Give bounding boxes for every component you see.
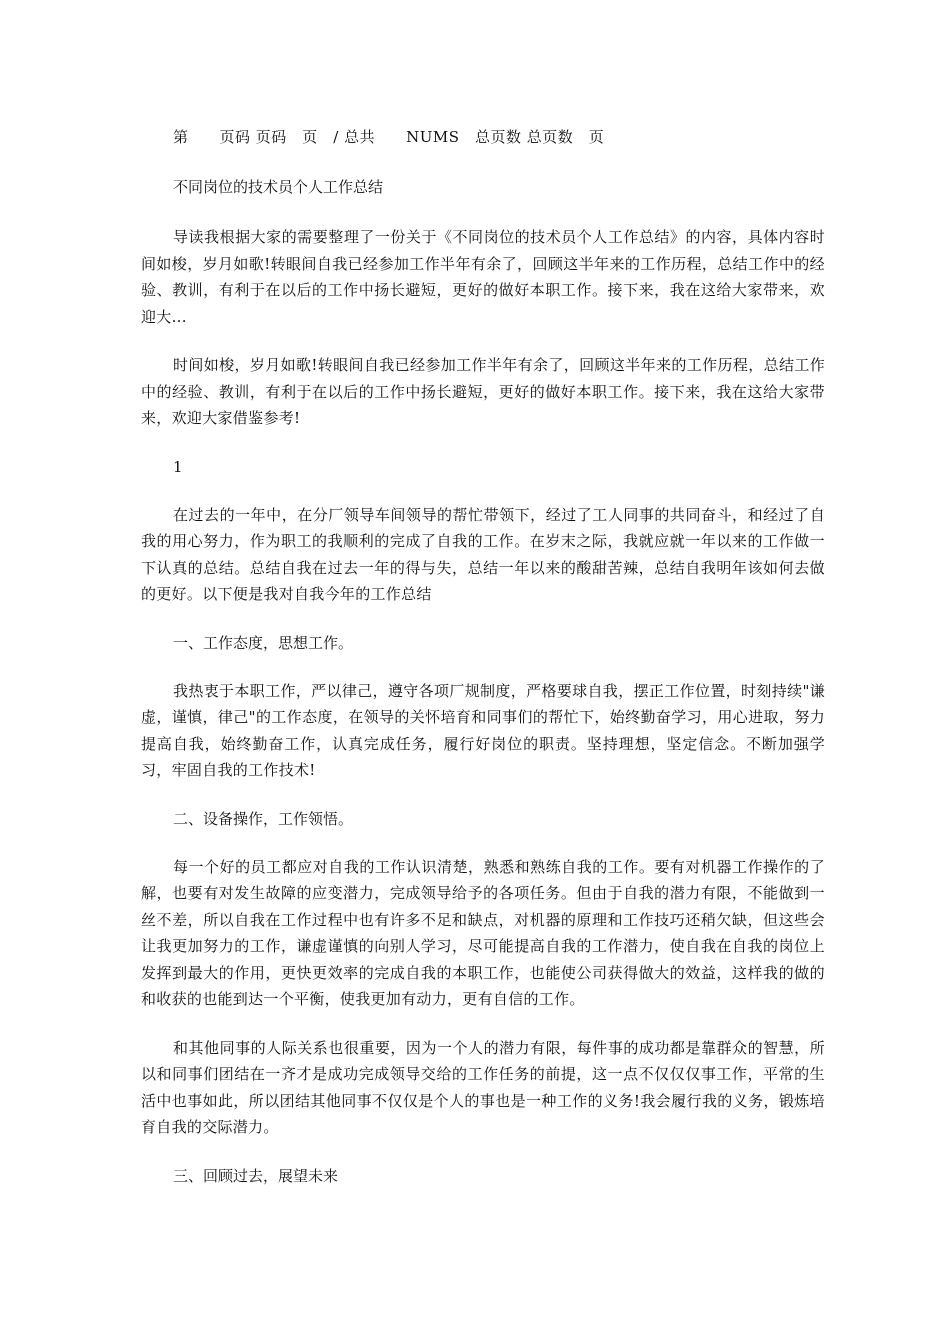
intro-paragraph: 导读我根据大家的需要整理了一份关于《不同岗位的技术员个人工作总结》的内容，具体内容时间如梭，岁月如歌!转眼间自我已经参加工作半年有余了，回顾这半年来的工作历程，总结工作中的经验、教训，有利于在以后的工作中扬长避短，更好的做好本职工作。接下来，我在这给大家带来，欢迎大... bbox=[141, 228, 825, 326]
attitude-paragraph: 我热衷于本职工作，严以律己，遵守各项厂规制度，严格要球自我，摆正工作位置，时刻持续"谦虚，谨慎，律己"的工作态度，在领导的关怀培育和同事们的帮忙下，始终勤奋学习，用心进取，努力提高自我，始终勤奋工作，认真完成任务，履行好岗位的职责。坚持理想，坚定信念。不断加强学习，牢固自我的工作技术! bbox=[141, 681, 825, 779]
relationship-paragraph: 和其他同事的人际关系也很重要，因为一个人的潜力有限，每件事的成功都是靠群众的智慧，所以和同事们团结在一齐才是成功完成领导交给的工作任务的前提，这一点不仅仅仅事工作，平常的生活中也事如此，所以团结其他同事不仅仅是个人的事也是一种工作的义务!我会履行我的义务，锻炼培育自我的交际潜力。 bbox=[141, 1038, 825, 1136]
opening-paragraph: 时间如梭，岁月如歌!转眼间自我已经参加工作半年有余了，回顾这半年来的工作历程，总结工作中的经验、教训，有利于在以后的工作中扬长避短，更好的做好本职工作。接下来，我在这给大家带来，欢迎大家借鉴参考! bbox=[141, 356, 825, 427]
section-number: 1 bbox=[173, 457, 183, 476]
section-heading-attitude: 一、工作态度，思想工作。 bbox=[173, 633, 354, 652]
summary-paragraph: 在过去的一年中，在分厂领导车间领导的帮忙带领下，经过了工人同事的共同奋斗，和经过了自我的用心努力，作为职工的我顺利的完成了自我的工作。在岁末之际，我就应就一年以来的工作做一下认真的总结。总结自我在过去一年的得与失，总结一年以来的酸甜苦辣，总结自我明年该如何去做的更好。以下便是我对自我今年的工作总结 bbox=[141, 505, 825, 603]
section-heading-review: 三、回顾过去，展望未来 bbox=[173, 1166, 339, 1185]
document-title: 不同岗位的技术员个人工作总结 bbox=[173, 178, 384, 196]
document-body bbox=[141, 124, 825, 1211]
equipment-paragraph: 每一个好的员工都应对自我的工作认识清楚，熟悉和熟练自我的工作。要有对机器工作操作的了解，也要有对发生故障的应变潜力，完成领导给予的各项任务。但由于自我的潜力有限，不能做到一丝不差，所以自我在工作过程中也有许多不足和缺点，对机器的原理和工作技巧还稍欠缺，但这些会让我更加努力的工作，谦虚谨慎的向别人学习，尽可能提高自我的工作潜力，使自我在自我的岗位上发挥到最大的作用，更快更效率的完成自我的本职工作，也能使公司获得做大的效益，这样我的做的和收获的也能到达一个平衡，使我更加有动力，更有自信的工作。 bbox=[141, 857, 825, 1008]
page-number-field-line: 第 页码 页码 页 / 总共 NUMS 总页数 总页数 页 bbox=[173, 128, 605, 146]
section-heading-equipment: 二、设备操作，工作领悟。 bbox=[173, 809, 354, 828]
